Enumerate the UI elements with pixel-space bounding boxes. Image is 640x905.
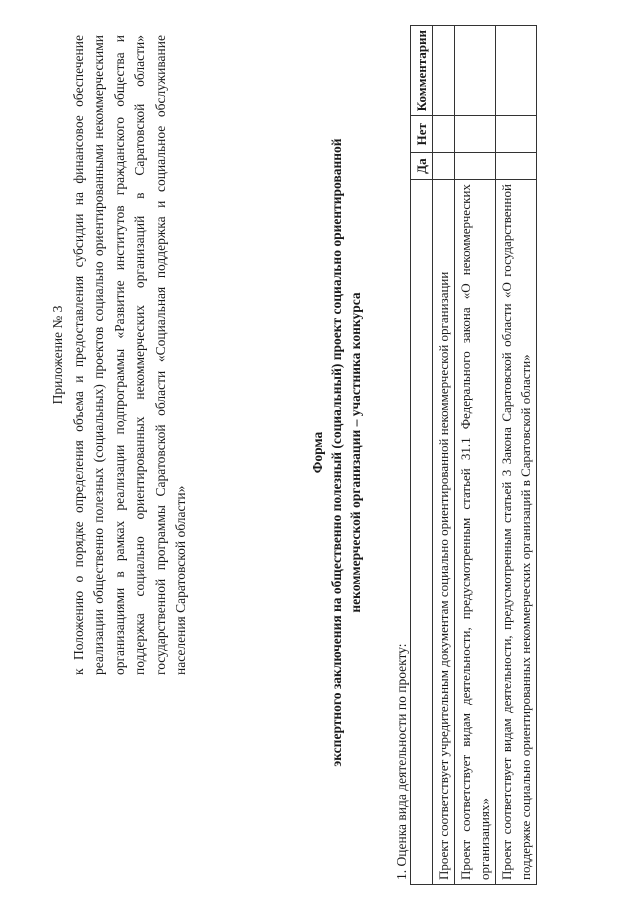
section-heading: 1. Оценка вида деятельности по проекту: (394, 643, 409, 880)
no-cell[interactable] (433, 116, 455, 153)
form-subtitle-line2: некоммерческой организации – участника конкурса (348, 292, 363, 613)
no-cell[interactable] (455, 116, 496, 153)
criterion-header (411, 180, 433, 885)
comments-cell[interactable] (496, 26, 537, 116)
appendix-body: к Положению о порядке определения объема и предоставления субсидии на финансовое обеспечение реализации общественно полезных (социальных) проектов социально ориентированными некоммерческими организациями в рамках реализации подпрограммы «Развитие институтов гражданского общества и поддержка социально ориентированных некоммерческих организаций в Саратовской области» государственной программы Саратовской области «Социальная поддержка и социальное обслуживание населения Саратовской области» (70, 35, 188, 675)
criterion-cell: Проект соответствует видам деятельности, предусмотренным статьей 31.1 Федерального закона «О некоммерческих организациях» (455, 180, 496, 885)
table-row (496, 26, 537, 885)
yes-cell[interactable] (455, 153, 496, 180)
form-title: Форма (310, 431, 325, 474)
criterion-cell: Проект соответствует учредительным документам социально ориентированной некоммерческой организации (433, 180, 455, 885)
yes-header: Да (411, 153, 433, 180)
table-row (455, 26, 496, 885)
appendix-block (48, 35, 192, 675)
criterion-cell: Проект соответствует видам деятельности, предусмотренным статьей 3 Закона Саратовской области «О государственной поддержке социально ориентированных некоммерческих организаций в Саратовской области» (496, 180, 537, 885)
comments-cell[interactable] (433, 26, 455, 116)
yes-cell[interactable] (496, 153, 537, 180)
no-header: Нет (411, 116, 433, 153)
form-subtitle-line1: экспертного заключения на общественно полезный (социальный) проект социально ориентированной (329, 138, 344, 767)
appendix-number: Приложение № 3 (50, 305, 65, 405)
form-title-block (308, 0, 365, 905)
comments-cell[interactable] (455, 26, 496, 116)
table-row (433, 26, 455, 885)
yes-cell[interactable] (433, 153, 455, 180)
table-header-row (411, 26, 433, 885)
no-cell[interactable] (496, 116, 537, 153)
comments-header: Комментарии (411, 26, 433, 116)
evaluation-table (410, 25, 537, 885)
